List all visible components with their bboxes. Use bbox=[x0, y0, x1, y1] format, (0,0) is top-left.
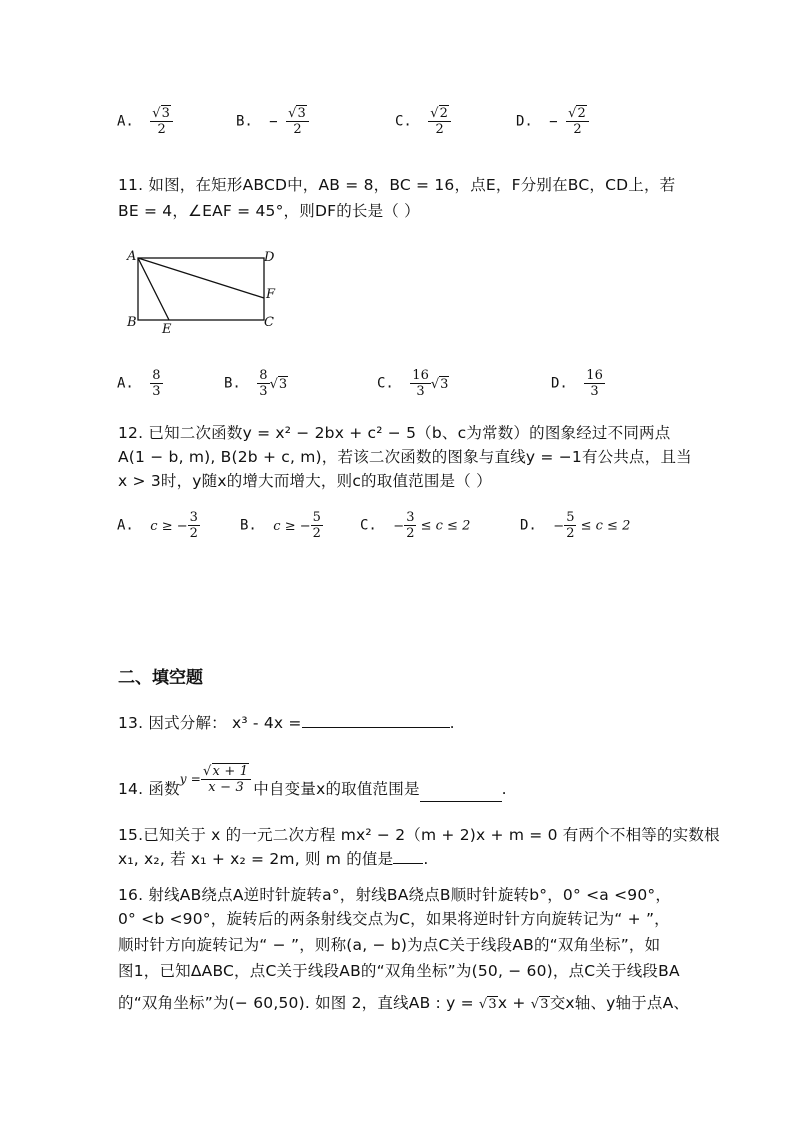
q11-option-b[interactable]: B. $\frac{8}{3}$ √3 bbox=[224, 368, 288, 399]
q12-line3: x > 3时，y随x的增大而增大，则c的取值范围是（ ） bbox=[118, 472, 492, 490]
q11-option-a[interactable]: A. $\frac{8}{3}$ bbox=[117, 368, 161, 399]
label-e: E bbox=[162, 322, 172, 336]
q12-line1: 12. 已知二次函数y = x² − 2bx + c² − 5（b、c为常数）的图象经过不同两点 bbox=[118, 424, 671, 442]
q10-option-d[interactable]: D. − $\frac{√2}{2}$ bbox=[516, 106, 589, 137]
q11-rectangle-figure bbox=[118, 246, 288, 336]
label-f: F bbox=[266, 287, 276, 302]
q10-option-b[interactable]: B. − $\frac{√3}{2}$ bbox=[236, 106, 309, 137]
q16-line4: 图1，已知ΔABC，点C关于线段AB的“双角坐标”为(50, − 60)，点C关于线段BA bbox=[118, 962, 680, 980]
q11-line2: BE = 4，∠EAF = 45°，则DF的长是（ ） bbox=[118, 202, 420, 220]
q13-answer-blank[interactable] bbox=[302, 727, 450, 728]
q16-line2: 0° <b <90°，旋转后的两条射线交点为C，如果将逆时针方向旋转记为“ + ”， bbox=[118, 910, 670, 928]
q11-option-d[interactable]: D. $\frac{16}{3}$ bbox=[551, 368, 603, 399]
q14: 14. 函数 y = $\frac{√x + 1}{x - 3}$ 中自变量x的取值范围是 . bbox=[118, 756, 507, 802]
q16-line1: 16. 射线AB绕点A逆时针旋转a°，射线BA绕点B顺时针旋转b°，0° <a <90°， bbox=[118, 886, 672, 904]
label-d: D bbox=[264, 250, 275, 265]
q10-option-c[interactable]: C. $\frac{√2}{2}$ bbox=[395, 106, 451, 137]
label-c: C bbox=[264, 315, 274, 330]
q14-answer-blank[interactable] bbox=[420, 801, 502, 802]
q16-line5: 的“双角坐标”为(− 60,50). 如图 2，直线AB : y = √3x + √3交x轴、y轴于点A、 bbox=[118, 994, 690, 1012]
rectangle-abcd bbox=[138, 258, 264, 320]
label-a: A bbox=[127, 249, 137, 264]
section-title: 二、填空题 bbox=[118, 668, 203, 688]
q12-option-a[interactable]: A. c ≥ − $\frac{3}{2}$ bbox=[117, 510, 198, 541]
q12-option-d[interactable]: D. − $\frac{5}{2}$ ≤ c ≤ 2 bbox=[520, 510, 631, 541]
q12-line2: A(1 − b, m), B(2b + c, m)，若该二次函数的图象与直线y = −1有公共点，且当 bbox=[118, 448, 692, 466]
q15-answer-blank[interactable] bbox=[393, 863, 423, 864]
label-b: B bbox=[127, 315, 137, 330]
q12-option-c[interactable]: C. − $\frac{3}{2}$ ≤ c ≤ 2 bbox=[360, 510, 471, 541]
q15-line2: x₁, x₂, 若 x₁ + x₂ = 2m, 则 m 的值是 . bbox=[118, 850, 429, 868]
q15-line1: 15.已知关于 x 的一元二次方程 mx² − 2（m + 2)x + m = 0 有两个不相等的实数根 bbox=[118, 826, 720, 844]
q11-option-c[interactable]: C. $\frac{16}{3}$ √3 bbox=[377, 368, 449, 399]
q12-option-b[interactable]: B. c ≥ − $\frac{5}{2}$ bbox=[240, 510, 321, 541]
q16-line3: 顺时针方向旋转记为“ − ”，则称(a, − b)为点C关于线段AB的“双角坐标”，如 bbox=[118, 936, 661, 954]
q13: 13. 因式分解： x³ - 4x = . bbox=[118, 714, 455, 732]
radicand: 3 bbox=[161, 106, 170, 121]
segment-af bbox=[138, 258, 264, 298]
q11-line1: 11. 如图，在矩形ABCD中，AB = 8，BC = 16，点E，F分别在BC，CD上，若 bbox=[118, 176, 676, 194]
segment-ae bbox=[138, 258, 169, 320]
q10-option-a[interactable]: A. $\frac{√3}{2}$ bbox=[117, 106, 173, 137]
